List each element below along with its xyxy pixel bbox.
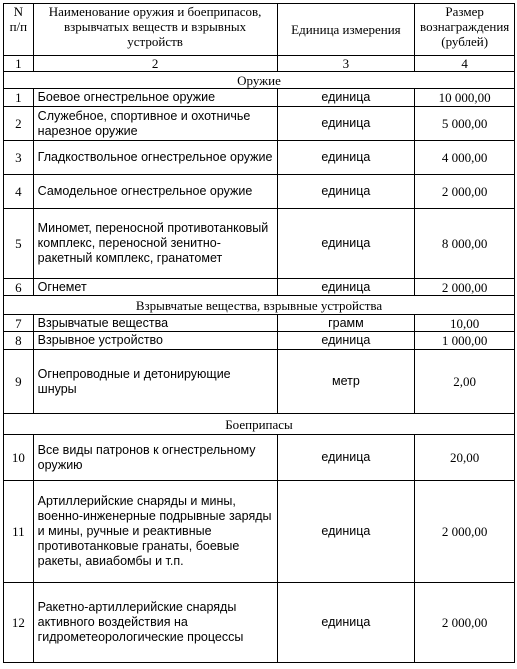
- header-name: Наименование оружия и боеприпасов, взрывчатых веществ и взрывных устройств: [33, 4, 277, 56]
- row-name: Огнепроводные и детонирующие шнуры: [33, 350, 277, 414]
- col-index-1: 1: [4, 56, 34, 72]
- row-unit: единица: [277, 481, 415, 583]
- row-amount: 10 000,00: [415, 89, 515, 107]
- table-row: [4, 209, 515, 279]
- row-name: Миномет, переносной противотанковый комплекс, переносной зенитно-ракетный комплекс, гранатомет: [33, 209, 277, 279]
- reward-table: [3, 3, 515, 663]
- row-unit: единица: [277, 583, 415, 663]
- table-row: [4, 332, 515, 350]
- row-name: Взрывное устройство: [33, 332, 277, 350]
- table-row: [4, 279, 515, 296]
- row-name: Боевое огнестрельное оружие: [33, 89, 277, 107]
- row-amount: 10,00: [415, 315, 515, 332]
- row-name: Взрывчатые вещества: [33, 315, 277, 332]
- table-row: [4, 141, 515, 175]
- table-row: [4, 89, 515, 107]
- header-amount: Размер вознаграждения (рублей): [415, 4, 515, 56]
- row-num: 5: [4, 209, 34, 279]
- row-unit: грамм: [277, 315, 415, 332]
- table-row: [4, 350, 515, 414]
- row-name: Все виды патронов к огнестрельному оружию: [33, 435, 277, 481]
- col-index-2: 2: [33, 56, 277, 72]
- section-row-weapons: [4, 72, 515, 89]
- row-num: 3: [4, 141, 34, 175]
- row-amount: 8 000,00: [415, 209, 515, 279]
- row-unit: единица: [277, 89, 415, 107]
- row-unit: единица: [277, 141, 415, 175]
- row-amount: 2 000,00: [415, 175, 515, 209]
- row-name: Самодельное огнестрельное оружие: [33, 175, 277, 209]
- row-name: Огнемет: [33, 279, 277, 296]
- row-amount: 20,00: [415, 435, 515, 481]
- row-num: 4: [4, 175, 34, 209]
- table-row: [4, 583, 515, 663]
- section-title: Взрывчатые вещества, взрывные устройства: [4, 296, 515, 315]
- row-name: Служебное, спортивное и охотничье нарезное оружие: [33, 107, 277, 141]
- row-num: 7: [4, 315, 34, 332]
- header-num: N п/п: [4, 4, 34, 56]
- row-num: 11: [4, 481, 34, 583]
- table-row: [4, 107, 515, 141]
- table-row: [4, 435, 515, 481]
- row-num: 12: [4, 583, 34, 663]
- col-index-4: 4: [415, 56, 515, 72]
- row-amount: 2,00: [415, 350, 515, 414]
- row-amount: 2 000,00: [415, 279, 515, 296]
- row-unit: единица: [277, 209, 415, 279]
- section-title: Боеприпасы: [4, 414, 515, 435]
- section-row-ammo: [4, 414, 515, 435]
- header-row: [4, 4, 515, 56]
- row-unit: единица: [277, 332, 415, 350]
- row-name: Артиллерийские снаряды и мины, военно-инженерные подрывные заряды и мины, ручные и реактивные противотанковые гранаты, боевые ракеты, авиабомбы и т.п.: [33, 481, 277, 583]
- header-unit: Единица измерения: [277, 4, 415, 56]
- section-row-explosives: [4, 296, 515, 315]
- row-amount: 5 000,00: [415, 107, 515, 141]
- row-num: 9: [4, 350, 34, 414]
- row-unit: единица: [277, 279, 415, 296]
- column-index-row: [4, 56, 515, 72]
- row-unit: метр: [277, 350, 415, 414]
- table-row: [4, 175, 515, 209]
- row-num: 1: [4, 89, 34, 107]
- row-unit: единица: [277, 107, 415, 141]
- row-num: 8: [4, 332, 34, 350]
- row-amount: 2 000,00: [415, 481, 515, 583]
- col-index-3: 3: [277, 56, 415, 72]
- row-amount: 4 000,00: [415, 141, 515, 175]
- section-title: Оружие: [4, 72, 515, 89]
- row-name: Гладкоствольное огнестрельное оружие: [33, 141, 277, 175]
- row-num: 10: [4, 435, 34, 481]
- row-name: Ракетно-артиллерийские снаряды активного воздействия на гидрометеорологические процессы: [33, 583, 277, 663]
- table-row: [4, 315, 515, 332]
- row-amount: 1 000,00: [415, 332, 515, 350]
- row-amount: 2 000,00: [415, 583, 515, 663]
- row-unit: единица: [277, 435, 415, 481]
- row-num: 6: [4, 279, 34, 296]
- row-unit: единица: [277, 175, 415, 209]
- row-num: 2: [4, 107, 34, 141]
- table-row: [4, 481, 515, 583]
